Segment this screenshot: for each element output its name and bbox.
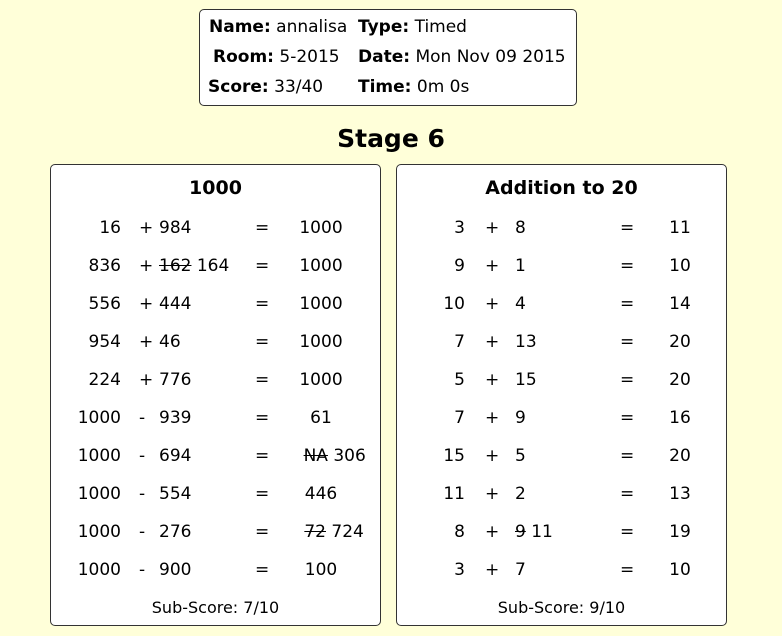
problem-row [397, 520, 726, 544]
date-label: Date: [358, 47, 411, 67]
problem-row [51, 330, 380, 354]
operand-b-value: 939 [159, 408, 192, 428]
operand-a: 7 [454, 408, 465, 428]
operator: + [485, 256, 500, 276]
operand-b [159, 444, 191, 468]
problem-row [51, 292, 380, 316]
panel-addition-to-20 [396, 164, 727, 626]
operand-b-value: 164 [196, 256, 230, 276]
operand-b-value: 1 [515, 256, 526, 276]
problem-row [397, 368, 726, 392]
result [305, 482, 337, 506]
time-field [358, 77, 469, 97]
result [299, 292, 342, 316]
result [299, 330, 342, 354]
operand-a: 10 [443, 294, 465, 314]
result [669, 254, 691, 278]
operand-b-value: 776 [159, 370, 192, 390]
operator: + [139, 332, 154, 352]
wrong-answer: 72 [304, 522, 326, 542]
result [299, 216, 342, 240]
problem-row [51, 520, 380, 544]
operand-b-value: 5 [515, 446, 526, 466]
date-value: Mon Nov 09 2015 [415, 47, 566, 67]
result-value: 1000 [299, 218, 343, 238]
problem-row [397, 216, 726, 240]
panel-title: 1000 [189, 177, 242, 199]
problem-row [51, 368, 380, 392]
equals-sign: = [620, 370, 635, 390]
operand-b [515, 558, 526, 582]
result-value: 446 [304, 484, 338, 504]
subscore: Sub-Score: 9/10 [497, 598, 626, 617]
result-value: 11 [669, 218, 691, 238]
result-value: 20 [669, 446, 691, 466]
problem-row [51, 216, 380, 240]
time-value: 0m 0s [416, 77, 470, 97]
equals-sign: = [620, 522, 635, 542]
date-field [358, 47, 566, 67]
result [669, 444, 691, 468]
operand-b-value: 8 [515, 218, 526, 238]
operand-b-value: 984 [159, 218, 192, 238]
operand-b [515, 368, 537, 392]
operand-b-value: 11 [531, 522, 553, 542]
operator: + [485, 370, 500, 390]
equals-sign: = [255, 560, 270, 580]
problem-row [397, 444, 726, 468]
result [299, 254, 342, 278]
stage-title: Stage 6 [337, 124, 445, 153]
operand-b-value: 554 [159, 484, 192, 504]
panel-title: Addition to 20 [485, 177, 638, 199]
operand-b [159, 406, 191, 430]
equals-sign: = [255, 522, 270, 542]
operand-b [159, 482, 191, 506]
operand-a: 1000 [77, 408, 121, 428]
equals-sign: = [255, 370, 270, 390]
wrong-answer: 9 [515, 522, 526, 542]
operand-a: 1000 [77, 446, 121, 466]
result [299, 368, 342, 392]
room-label: Room: [213, 47, 274, 67]
operator: + [485, 218, 500, 238]
operand-b-value: 276 [159, 522, 192, 542]
type-field [358, 17, 467, 37]
operand-b [159, 330, 181, 354]
result [669, 520, 691, 544]
equals-sign: = [255, 332, 270, 352]
result [669, 330, 691, 354]
result [669, 558, 691, 582]
operator: - [139, 484, 146, 504]
operand-a: 3 [454, 218, 465, 238]
operator: - [139, 560, 146, 580]
operator: + [485, 294, 500, 314]
operand-a: 954 [88, 332, 121, 352]
operand-b [515, 216, 526, 240]
result-value: 1000 [299, 332, 343, 352]
operand-a: 11 [443, 484, 465, 504]
operator: + [485, 484, 500, 504]
problem-row [397, 482, 726, 506]
operator: + [139, 218, 154, 238]
equals-sign: = [255, 484, 270, 504]
result [304, 444, 366, 468]
equals-sign: = [255, 294, 270, 314]
subscore: Sub-Score: 7/10 [151, 598, 280, 617]
operand-b [159, 368, 191, 392]
equals-sign: = [255, 408, 270, 428]
result-value: 100 [304, 560, 338, 580]
panel-1000 [50, 164, 381, 626]
score-field [208, 77, 323, 97]
type-label: Type: [358, 17, 410, 37]
equals-sign: = [255, 446, 270, 466]
operand-b-value: 13 [515, 332, 537, 352]
room-field [213, 47, 340, 67]
operand-a: 5 [454, 370, 465, 390]
operand-a: 1000 [77, 560, 121, 580]
operand-b [515, 482, 526, 506]
wrong-answer: 162 [159, 256, 192, 276]
operand-a: 556 [88, 294, 121, 314]
equals-sign: = [620, 446, 635, 466]
operand-a: 224 [88, 370, 121, 390]
operand-b-value: 444 [159, 294, 192, 314]
equals-sign: = [620, 332, 635, 352]
problem-row [51, 558, 380, 582]
result-value: 724 [331, 522, 364, 542]
operand-b-value: 46 [159, 332, 181, 352]
equals-sign: = [255, 256, 270, 276]
name-label: Name: [209, 17, 271, 37]
result-value: 306 [333, 446, 366, 466]
time-label: Time: [358, 77, 412, 97]
problem-row [51, 254, 380, 278]
score-value: 33/40 [274, 77, 324, 97]
result-value: 13 [669, 484, 691, 504]
operand-a: 836 [88, 256, 121, 276]
operand-b [159, 558, 191, 582]
score-label: Score: [208, 77, 269, 97]
result [305, 558, 337, 582]
operator: + [485, 560, 500, 580]
operator: - [139, 522, 146, 542]
operand-a: 16 [99, 218, 121, 238]
operator: + [139, 370, 154, 390]
equals-sign: = [620, 560, 635, 580]
operator: + [485, 408, 500, 428]
operand-b [515, 520, 553, 544]
wrong-answer: NA [303, 446, 328, 466]
operand-b [159, 216, 191, 240]
operand-b-value: 15 [515, 370, 537, 390]
operand-b [515, 330, 537, 354]
operator: - [139, 408, 146, 428]
operand-b [515, 292, 526, 316]
operand-b-value: 9 [515, 408, 526, 428]
operand-b-value: 7 [515, 560, 526, 580]
operator: + [139, 294, 154, 314]
operator: - [139, 446, 146, 466]
operand-b [515, 254, 526, 278]
problem-row [397, 558, 726, 582]
equals-sign: = [620, 294, 635, 314]
operand-b [159, 292, 191, 316]
result [669, 368, 691, 392]
result-value: 14 [669, 294, 691, 314]
operator: + [485, 332, 500, 352]
operand-a: 1000 [77, 484, 121, 504]
problem-row [51, 482, 380, 506]
problem-row [397, 330, 726, 354]
operand-b [159, 520, 191, 544]
operand-b [515, 406, 526, 430]
result-value: 1000 [299, 294, 343, 314]
result-value: 16 [669, 408, 691, 428]
result [304, 520, 364, 544]
operator: + [485, 446, 500, 466]
equals-sign: = [255, 218, 270, 238]
equals-sign: = [620, 218, 635, 238]
operator: + [139, 256, 154, 276]
room-value: 5-2015 [279, 47, 340, 67]
result-value: 10 [669, 256, 691, 276]
result [669, 216, 691, 240]
operand-a: 1000 [77, 522, 121, 542]
operand-a: 7 [454, 332, 465, 352]
operand-b-value: 900 [159, 560, 192, 580]
operand-b-value: 694 [159, 446, 192, 466]
result-value: 1000 [299, 370, 343, 390]
operand-b-value: 4 [515, 294, 526, 314]
operand-a: 15 [443, 446, 465, 466]
problem-row [51, 406, 380, 430]
equals-sign: = [620, 484, 635, 504]
operand-a: 3 [454, 560, 465, 580]
result [310, 406, 332, 430]
result-value: 61 [310, 408, 332, 428]
result [669, 292, 691, 316]
name-value: annalisa [276, 17, 348, 37]
result-value: 10 [669, 560, 691, 580]
result-value: 20 [669, 332, 691, 352]
equals-sign: = [620, 256, 635, 276]
operand-b [515, 444, 526, 468]
problem-row [397, 406, 726, 430]
operator: + [485, 522, 500, 542]
result [669, 406, 691, 430]
operand-a: 8 [454, 522, 465, 542]
result-value: 1000 [299, 256, 343, 276]
equals-sign: = [620, 408, 635, 428]
type-value: Timed [414, 17, 467, 37]
problem-row [397, 254, 726, 278]
problem-row [397, 292, 726, 316]
operand-b-value: 2 [515, 484, 526, 504]
result-value: 19 [669, 522, 691, 542]
result-value: 20 [669, 370, 691, 390]
operand-a: 9 [454, 256, 465, 276]
name-field [209, 17, 347, 37]
operand-b [159, 254, 229, 278]
result [669, 482, 691, 506]
results-header [199, 9, 577, 106]
problem-row [51, 444, 380, 468]
